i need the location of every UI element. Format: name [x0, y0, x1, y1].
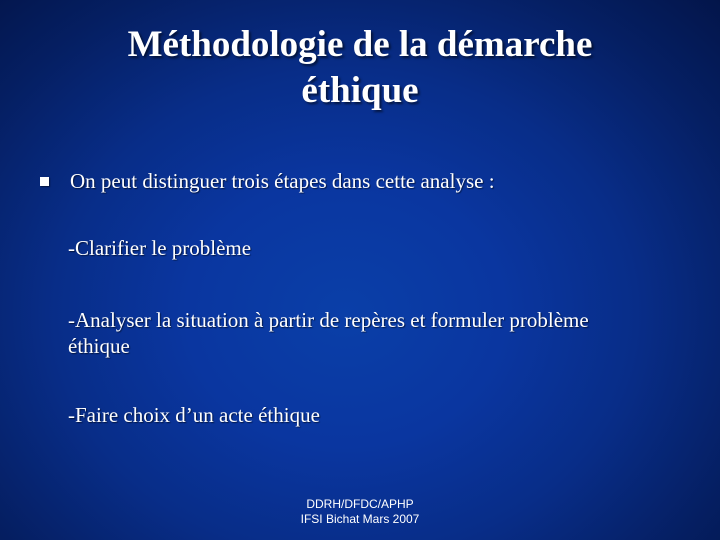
- step-analyse: [68, 307, 688, 359]
- step-clarify-text: -Clarifier le problème: [68, 236, 252, 260]
- step-choose-text: -Faire choix d’un acte éthique: [68, 403, 320, 427]
- step-analyse-text-line-2: éthique: [68, 334, 130, 358]
- footer-line-1: DDRH/DFDC/APHP: [306, 497, 414, 511]
- slide-title-line-1: Méthodologie de la démarche: [127, 24, 593, 65]
- square-bullet-icon: [40, 177, 49, 186]
- step-analyse-text-line-1: -Analyser la situation à partir de repères et formuler problème: [68, 308, 589, 332]
- step-clarify: [68, 235, 688, 261]
- bullet-text: On peut distinguer trois étapes dans cette analyse :: [70, 169, 495, 193]
- slide-title-line-2: éthique: [301, 70, 419, 111]
- slide-title: [40, 22, 680, 114]
- slide-footer: [260, 497, 460, 527]
- footer-line-2: IFSI Bichat Mars 2007: [300, 512, 420, 526]
- step-choose: [68, 402, 688, 428]
